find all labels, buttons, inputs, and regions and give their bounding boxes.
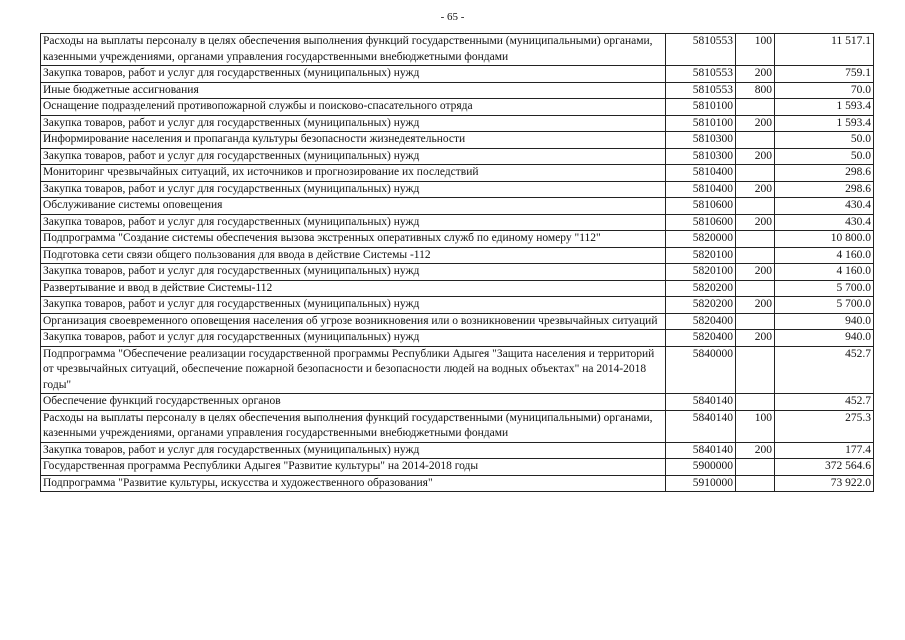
page-number: - 65 - xyxy=(440,11,465,23)
item-code-cell: 5810100 xyxy=(666,115,736,132)
item-name-cell: Иные бюджетные ассигнования xyxy=(41,82,666,99)
table-row xyxy=(41,264,874,281)
table-row xyxy=(41,313,874,330)
expense-type-cell xyxy=(736,165,775,182)
table-row xyxy=(41,198,874,215)
table-row xyxy=(41,181,874,198)
item-name-cell: Закупка товаров, работ и услуг для государственных (муниципальных) нужд xyxy=(41,214,666,231)
item-name-cell: Расходы на выплаты персоналу в целях обеспечения выполнения функций государственными (муниципальными) органами, казенными учреждениями, органами управления государственными внебюджетными фондами xyxy=(41,410,666,442)
item-code-cell: 5810553 xyxy=(666,66,736,83)
expense-type-cell: 200 xyxy=(736,214,775,231)
expense-type-cell xyxy=(736,247,775,264)
expense-type-cell xyxy=(736,198,775,215)
amount-cell: 10 800.0 xyxy=(775,231,874,248)
item-code-cell: 5840140 xyxy=(666,442,736,459)
item-code-cell: 5900000 xyxy=(666,459,736,476)
table-row xyxy=(41,247,874,264)
expense-type-cell: 100 xyxy=(736,410,775,442)
item-code-cell: 5910000 xyxy=(666,475,736,492)
amount-cell: 940.0 xyxy=(775,330,874,347)
amount-cell: 73 922.0 xyxy=(775,475,874,492)
amount-cell: 298.6 xyxy=(775,181,874,198)
expense-type-cell xyxy=(736,475,775,492)
amount-cell: 452.7 xyxy=(775,346,874,394)
budget-table-body xyxy=(41,34,874,492)
item-name-cell: Обеспечение функций государственных органов xyxy=(41,394,666,411)
item-name-cell: Закупка товаров, работ и услуг для государственных (муниципальных) нужд xyxy=(41,66,666,83)
item-name-cell: Закупка товаров, работ и услуг для государственных (муниципальных) нужд xyxy=(41,148,666,165)
item-code-cell: 5820100 xyxy=(666,264,736,281)
expense-type-cell: 200 xyxy=(736,66,775,83)
expense-type-cell: 200 xyxy=(736,148,775,165)
table-row xyxy=(41,394,874,411)
amount-cell: 5 700.0 xyxy=(775,297,874,314)
item-name-cell: Подпрограмма "Обеспечение реализации государственной программы Республики Адыгея "Защита населения и территорий от чрезвычайных ситуаций, обеспечение пожарной безопасности и безопасности людей на водных объектах" на 2014-2018 годы" xyxy=(41,346,666,394)
amount-cell: 372 564.6 xyxy=(775,459,874,476)
item-name-cell: Расходы на выплаты персоналу в целях обеспечения выполнения функций государственными (муниципальными) органами, казенными учреждениями, органами управления государственными внебюджетными фондами xyxy=(41,34,666,66)
item-code-cell: 5820200 xyxy=(666,297,736,314)
table-row xyxy=(41,459,874,476)
budget-table xyxy=(40,33,874,492)
amount-cell: 452.7 xyxy=(775,394,874,411)
amount-cell: 50.0 xyxy=(775,148,874,165)
item-code-cell: 5820400 xyxy=(666,330,736,347)
amount-cell: 759.1 xyxy=(775,66,874,83)
item-code-cell: 5840000 xyxy=(666,346,736,394)
expense-type-cell: 200 xyxy=(736,297,775,314)
item-name-cell: Информирование населения и пропаганда культуры безопасности жизнедеятельности xyxy=(41,132,666,149)
expense-type-cell xyxy=(736,394,775,411)
expense-type-cell xyxy=(736,231,775,248)
item-code-cell: 5810553 xyxy=(666,34,736,66)
item-code-cell: 5810600 xyxy=(666,198,736,215)
table-row xyxy=(41,82,874,99)
amount-cell: 430.4 xyxy=(775,198,874,215)
expense-type-cell xyxy=(736,280,775,297)
table-row xyxy=(41,297,874,314)
expense-type-cell: 200 xyxy=(736,442,775,459)
amount-cell: 430.4 xyxy=(775,214,874,231)
table-row xyxy=(41,34,874,66)
table-row xyxy=(41,442,874,459)
item-name-cell: Обслуживание системы оповещения xyxy=(41,198,666,215)
amount-cell: 4 160.0 xyxy=(775,247,874,264)
amount-cell: 177.4 xyxy=(775,442,874,459)
table-row xyxy=(41,410,874,442)
expense-type-cell xyxy=(736,346,775,394)
item-code-cell: 5810600 xyxy=(666,214,736,231)
amount-cell: 4 160.0 xyxy=(775,264,874,281)
expense-type-cell: 200 xyxy=(736,264,775,281)
item-name-cell: Организация своевременного оповещения населения об угрозе возникновения или о возникновении чрезвычайных ситуаций xyxy=(41,313,666,330)
table-row xyxy=(41,475,874,492)
item-name-cell: Закупка товаров, работ и услуг для государственных (муниципальных) нужд xyxy=(41,181,666,198)
amount-cell: 298.6 xyxy=(775,165,874,182)
item-name-cell: Государственная программа Республики Адыгея "Развитие культуры" на 2014-2018 годы xyxy=(41,459,666,476)
expense-type-cell xyxy=(736,313,775,330)
item-name-cell: Закупка товаров, работ и услуг для государственных (муниципальных) нужд xyxy=(41,330,666,347)
amount-cell: 1 593.4 xyxy=(775,115,874,132)
table-row xyxy=(41,132,874,149)
amount-cell: 275.3 xyxy=(775,410,874,442)
item-code-cell: 5820400 xyxy=(666,313,736,330)
item-name-cell: Оснащение подразделений противопожарной службы и поисково-спасательного отряда xyxy=(41,99,666,116)
expense-type-cell xyxy=(736,132,775,149)
amount-cell: 5 700.0 xyxy=(775,280,874,297)
item-name-cell: Развертывание и ввод в действие Системы-112 xyxy=(41,280,666,297)
item-name-cell: Подготовка сети связи общего пользования для ввода в действие Системы -112 xyxy=(41,247,666,264)
table-row xyxy=(41,99,874,116)
table-row xyxy=(41,148,874,165)
item-code-cell: 5840140 xyxy=(666,410,736,442)
expense-type-cell: 800 xyxy=(736,82,775,99)
item-code-cell: 5820200 xyxy=(666,280,736,297)
item-code-cell: 5810400 xyxy=(666,181,736,198)
item-name-cell: Мониторинг чрезвычайных ситуаций, их источников и прогнозирование их последствий xyxy=(41,165,666,182)
expense-type-cell xyxy=(736,459,775,476)
table-row xyxy=(41,115,874,132)
table-row xyxy=(41,330,874,347)
item-name-cell: Подпрограмма "Развитие культуры, искусства и художественного образования" xyxy=(41,475,666,492)
table-row xyxy=(41,346,874,394)
table-row xyxy=(41,66,874,83)
table-row xyxy=(41,165,874,182)
table-row xyxy=(41,214,874,231)
expense-type-cell: 200 xyxy=(736,330,775,347)
item-code-cell: 5810300 xyxy=(666,148,736,165)
item-name-cell: Закупка товаров, работ и услуг для государственных (муниципальных) нужд xyxy=(41,264,666,281)
expense-type-cell: 100 xyxy=(736,34,775,66)
amount-cell: 70.0 xyxy=(775,82,874,99)
item-name-cell: Закупка товаров, работ и услуг для государственных (муниципальных) нужд xyxy=(41,297,666,314)
item-code-cell: 5820000 xyxy=(666,231,736,248)
amount-cell: 1 593.4 xyxy=(775,99,874,116)
item-code-cell: 5810400 xyxy=(666,165,736,182)
item-code-cell: 5810553 xyxy=(666,82,736,99)
item-name-cell: Закупка товаров, работ и услуг для государственных (муниципальных) нужд xyxy=(41,442,666,459)
item-code-cell: 5840140 xyxy=(666,394,736,411)
amount-cell: 50.0 xyxy=(775,132,874,149)
expense-type-cell: 200 xyxy=(736,115,775,132)
table-row xyxy=(41,231,874,248)
item-code-cell: 5820100 xyxy=(666,247,736,264)
item-code-cell: 5810300 xyxy=(666,132,736,149)
item-name-cell: Подпрограмма "Создание системы обеспечения вызова экстренных оперативных служб по единому номеру "112" xyxy=(41,231,666,248)
expense-type-cell: 200 xyxy=(736,181,775,198)
item-code-cell: 5810100 xyxy=(666,99,736,116)
table-row xyxy=(41,280,874,297)
amount-cell: 940.0 xyxy=(775,313,874,330)
item-name-cell: Закупка товаров, работ и услуг для государственных (муниципальных) нужд xyxy=(41,115,666,132)
amount-cell: 11 517.1 xyxy=(775,34,874,66)
expense-type-cell xyxy=(736,99,775,116)
